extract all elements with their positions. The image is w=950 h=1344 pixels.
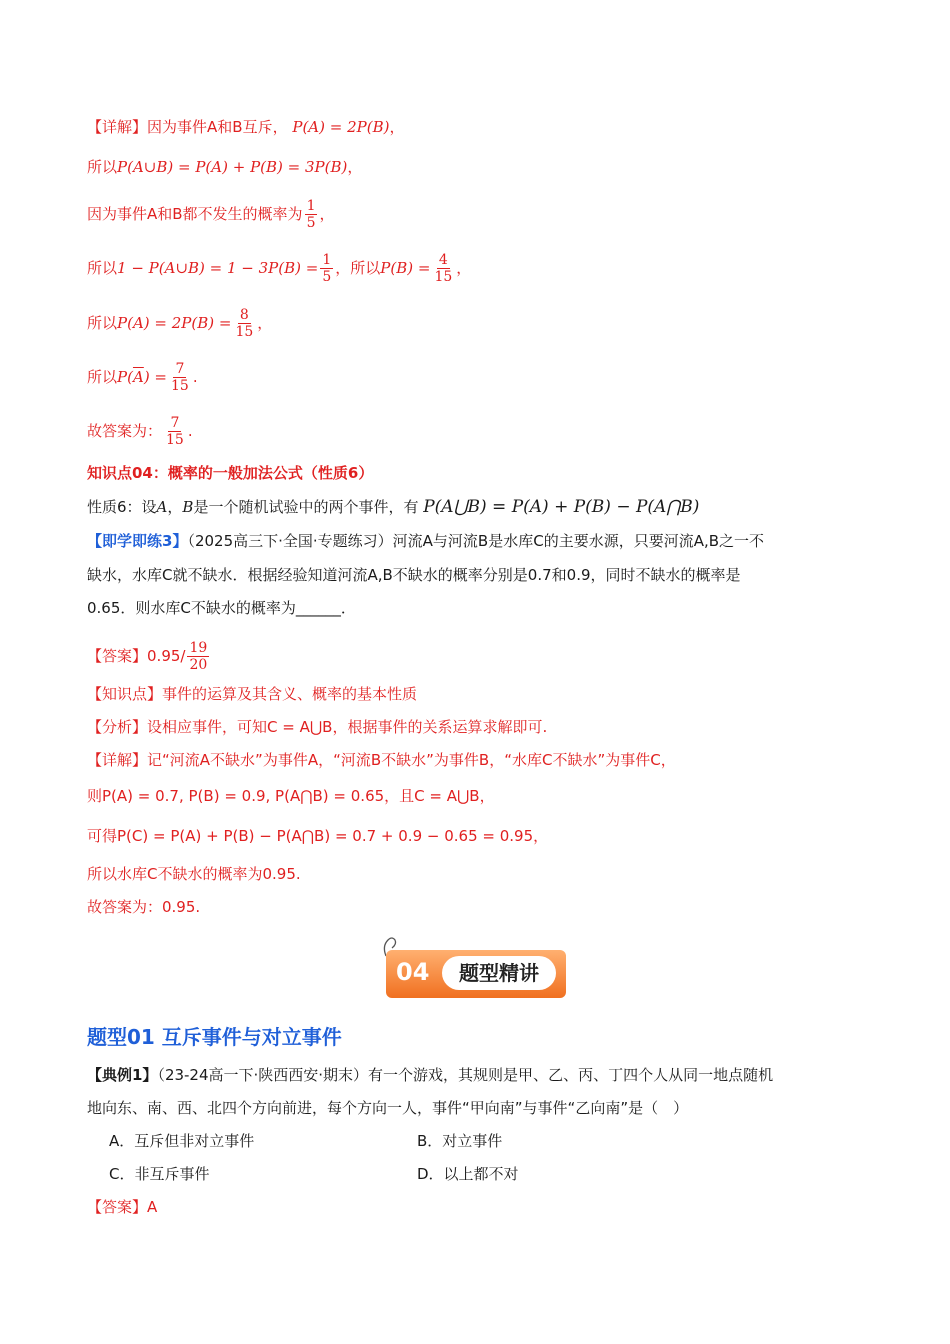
solution-line-5: 所以P(A) = 2P(B) = $\frac{8}{15}$ ，	[87, 307, 273, 340]
answer-line: 【答案】0.95/ $\frac{19}{20}$	[87, 640, 208, 673]
solution-line-7: 故答案为： $\frac{7}{15}$ .	[87, 415, 193, 448]
fraction: $\frac{1}{5}$	[322, 252, 332, 285]
detail-line-5: 故答案为：0.95.	[87, 898, 201, 916]
practice-line-3: 0.65．则水库C不缺水的概率为______．	[87, 599, 356, 617]
fraction: $\frac{7}{15}$	[166, 415, 184, 448]
option-b[interactable]: B．对立事件	[417, 1132, 503, 1150]
knowledge-point-line: 【知识点】事件的运算及其含义、概率的基本性质	[87, 685, 418, 703]
banner-title: 题型精讲	[442, 956, 556, 990]
property-line: 性质6：设A，B是一个随机试验中的两个事件，有 P(A⋃B) = P(A) + P(B) − P(A⋂B)	[87, 497, 700, 517]
solution-line-6: 所以$P(\overline{A})$ = $\frac{7}{15}$ .	[87, 361, 198, 394]
practice-line-1: 【即学即练3】（2025高三下·全国·专题练习）河流A与河流B是水库C的主要水源，只要河流A,B之一不	[87, 532, 765, 550]
fraction: $\frac{4}{15}$	[434, 252, 453, 285]
fraction: $\frac{8}{15}$	[235, 307, 254, 340]
solution-line-2: 所以P(A∪B) = P(A) + P(B) = 3P(B)，	[87, 158, 363, 176]
section-heading: 题型01 互斥事件与对立事件	[87, 1025, 342, 1049]
practice-tag: 【即学即练3】	[87, 532, 188, 550]
option-a[interactable]: A．互斥但非对立事件	[109, 1132, 255, 1150]
fraction: $\frac{19}{20}$	[189, 640, 208, 673]
detail-line-2: 则P(A) = 0.7, P(B) = 0.9, P(A⋂B) = 0.65，且C = A⋃B，	[87, 787, 495, 805]
practice-line-2: 缺水，水库C就不缺水．根据经验知道河流A,B不缺水的概率分别是0.7和0.9，同时不缺水的概率是	[87, 566, 741, 584]
option-d[interactable]: D．以上都不对	[417, 1165, 519, 1183]
detail-line-1: 【详解】记“河流A不缺水”为事件A，“河流B不缺水”为事件B，“水库C不缺水”为事件C，	[87, 751, 676, 769]
fraction: $\frac{7}{15}$	[171, 361, 189, 394]
fraction: $\frac{1}{5}$	[306, 198, 316, 231]
knowledge-heading: 知识点04：概率的一般加法公式（性质6）	[87, 464, 374, 482]
banner-number: 04	[396, 958, 430, 986]
example-tag: 【典例1】	[87, 1066, 158, 1084]
solution-line-3: 因为事件A和B都不发生的概率为 $\frac{1}{5}$ ，	[87, 198, 335, 231]
analysis-line: 【分析】设相应事件，可知C = A⋃B，根据事件的关系运算求解即可.	[87, 718, 548, 736]
section-banner	[386, 950, 566, 998]
example-answer: 【答案】A	[87, 1198, 158, 1216]
example-line-2: 地向东、南、西、北四个方向前进，每个方向一人，事件“甲向南”与事件“乙向南”是（ ）	[87, 1099, 689, 1117]
addition-formula: P(A⋃B) = P(A) + P(B) − P(A⋂B)	[423, 497, 700, 517]
example-line-1: 【典例1】（23-24高一下·陕西西安·期末）有一个游戏，其规则是甲、乙、丙、丁四个人从同一地点随机	[87, 1066, 774, 1084]
detail-tag: 【详解】	[87, 118, 148, 136]
solution-line-1: 【详解】因为事件A和B互斥， P(A) = 2P(B)，	[87, 118, 405, 136]
detail-line-3: 可得P(C) = P(A) + P(B) − P(A⋂B) = 0.7 + 0.9 − 0.65 = 0.95，	[87, 827, 549, 845]
solution-line-4: 所以1 − P(A∪B) = 1 − 3P(B) = $\frac{1}{5}$ ，所以P(B) = $\frac{4}{15}$ ，	[87, 252, 472, 285]
option-c[interactable]: C．非互斥事件	[109, 1165, 210, 1183]
detail-line-4: 所以水库C不缺水的概率为0.95.	[87, 865, 301, 883]
